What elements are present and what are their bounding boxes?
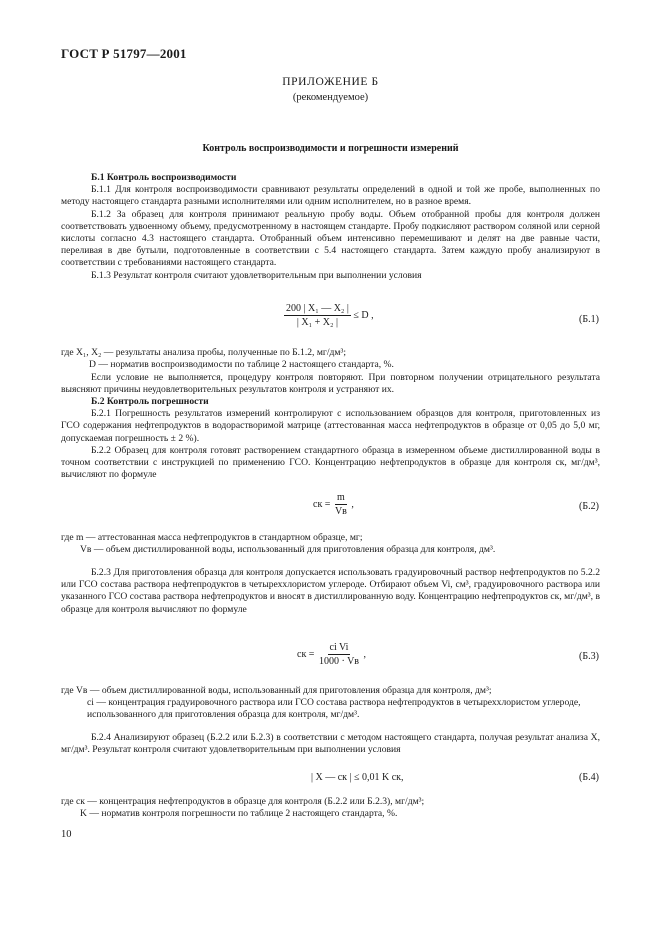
paragraph-b2-3: Б.2.3 Для приготовления образца для контроля допускается использовать градуировочный раствор нефтепродуктов по 5.2.2 или ГСО состава раствора нефтепродуктов в четыреххлористом углероде. Отбирают объем Vi, см³, градуировочного раствора или указанного ГСО состава раствора нефтепродуктов и вносят в дистиллированную воду. Концентрацию нефтепродуктов cк, мг/дм³, в образце для контроля вычисляют по формуле <box>61 567 600 615</box>
formula-b3-denominator: 1000 · Vв <box>318 656 360 667</box>
where-block-2 <box>61 532 601 556</box>
formula-b2-fraction <box>333 492 349 517</box>
where-block-4 <box>61 796 601 820</box>
appendix-heading: Контроль воспроизводимости и погрешности измерений <box>202 143 459 154</box>
formula-b4: | X — cк | ≤ 0,01 K cк, <box>311 772 404 783</box>
formula-b3-tail: , <box>363 649 367 660</box>
paragraph-b2-2: Б.2.2 Образец для контроля готовят растворением стандартного образца в измеренном объеме дистиллированной воды в точном соответствии с инструкцией по применению ГСО. Концентрацию нефтепродуктов в образце для контроля cк, мг/дм³, вычисляют по формуле <box>61 444 600 481</box>
formula-b1-denominator: | X₁ + X₂ | <box>296 317 338 328</box>
where-line: ci — концентрация градуировочного раствора или ГСО состава раствора нефтепродуктов в четыреххлористом углероде, использованного для приготовления образца для контроля, мг/дм³. <box>87 697 581 721</box>
equation-number-b4: (Б.4) <box>579 772 599 783</box>
appendix-subtitle: (рекомендуемое) <box>292 92 369 103</box>
where-line: где X₁, X₂ — результаты анализа пробы, полученные по Б.1.2, мг/дм³; <box>61 347 347 358</box>
formula-b3-lhs: cк = <box>297 649 315 660</box>
equation-number-b1: (Б.1) <box>579 314 599 325</box>
section-b2 <box>61 396 600 481</box>
formula-b1-rhs: ≤ D , <box>353 310 374 321</box>
section-b1 <box>61 172 600 282</box>
standard-header: ГОСТ Р 51797—2001 <box>61 46 187 61</box>
where-line: где m — аттестованная масса нефтепродуктов в стандартном образце, мг; <box>61 532 363 543</box>
formula-b2-denominator: Vв <box>334 506 347 517</box>
section-b2-tail <box>61 732 600 756</box>
formula-b1-numerator: 200 | X₁ — X₂ | <box>286 303 349 314</box>
formula-b1 <box>284 303 374 328</box>
where-line: где cк — концентрация нефтепродуктов в образце для контроля (Б.2.2 или Б.2.3), мг/дм³; <box>61 796 425 807</box>
equation-number-b3: (Б.3) <box>579 651 599 662</box>
section-b1-tail <box>61 372 600 396</box>
formula-b3 <box>297 642 366 667</box>
paragraph-b2-4: Б.2.4 Анализируют образец (Б.2.2 или Б.2.3) в соответствии с методом настоящего стандарта, получая результат анализа X, мг/дм³. Результат контроля считают удовлетворительным при выполнении условия <box>61 732 600 756</box>
equation-number-b2: (Б.2) <box>579 501 599 512</box>
page-number: 10 <box>61 829 72 840</box>
paragraph-b1-1: Б.1.1 Для контроля воспроизводимости сравнивают результаты определений в одной и той же пробе, выполненных по методу настоящего стандарта разными исполнителями или одним исполнителем, но в разное время. <box>61 184 600 208</box>
appendix-title: ПРИЛОЖЕНИЕ Б <box>282 76 379 88</box>
formula-b3-numerator: ci Vi <box>329 642 349 653</box>
formula-b3-fraction <box>317 642 361 667</box>
where-block-3 <box>61 685 601 722</box>
where-line: K — норматив контроля погрешности по таблице 2 настоящего стандарта, %. <box>80 808 398 820</box>
formula-b2-numerator: m <box>337 492 345 503</box>
section-b2-heading: Б.2 Контроль погрешности <box>91 396 209 407</box>
where-line: D — норматив воспроизводимости по таблице 2 настоящего стандарта, %. <box>89 359 394 371</box>
where-line: где Vв — объем дистиллированной воды, использованный для приготовления образца для контроля, дм³; <box>61 685 492 696</box>
where-block-1 <box>61 347 601 371</box>
formula-b2 <box>313 492 354 517</box>
formula-b2-tail: , <box>351 499 354 510</box>
where-line: Vв — объем дистиллированной воды, использованный для приготовления образца для контроля, дм³. <box>80 544 496 556</box>
formula-b2-lhs: cк = <box>313 499 331 510</box>
paragraph-b1-4: Если условие не выполняется, процедуру контроля повторяют. При повторном получении отрицательного результата выясняют причины неудовлетворительных результатов контроля и устраняют их. <box>61 372 600 396</box>
formula-b1-fraction <box>284 303 351 328</box>
paragraph-b1-2: Б.1.2 За образец для контроля принимают реальную пробу воды. Объем отобранной пробы для контроля должен соответствовать удвоенному объему, предусмотренному в настоящем стандарте. Пробу подкисляют раствором соляной или серной кислоты согласно 4.3 настоящего стандарта. Отобранный объем интенсивно перемешивают и делят на две равные части, переливая в две бутыли, подготовленные в соответствии с 5.4 настоящего стандарта. Затем каждую пробу анализируют в соответствии с требованиями настоящего стандарта. <box>61 208 600 269</box>
section-b2-mid <box>61 567 600 616</box>
section-b1-heading: Б.1 Контроль воспроизводимости <box>91 172 237 183</box>
paragraph-b1-3: Б.1.3 Результат контроля считают удовлетворительным при выполнении условия <box>91 269 422 281</box>
paragraph-b2-1: Б.2.1 Погрешность результатов измерений контролируют с использованием образцов для контроля, приготовленных из ГСО содержания нефтепродуктов в водорастворимой матрице (аттестованная масса нефтепродуктов в образце от 0,05 до 5,0 мг, допускаемая погрешность ± 2 %). <box>61 408 600 444</box>
